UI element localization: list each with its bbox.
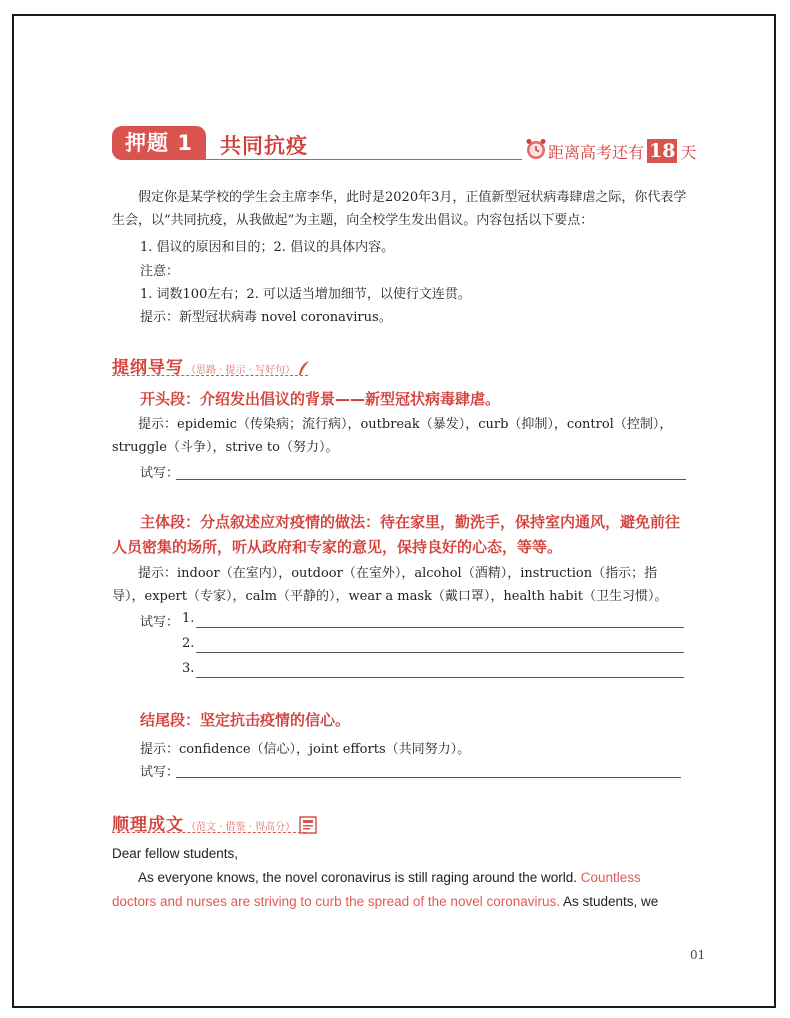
essay-paragraph-1 [112, 866, 688, 914]
essay-heading-title: 顺理成文 [112, 815, 184, 835]
outline-heading-title: 提纲导写 [112, 358, 184, 378]
outline-heading-underline [112, 375, 308, 376]
opening-write-label: 试写： [140, 466, 180, 481]
essay-p1-highlight: Countless doctors and nurses are striving to curb the spread of the novel coronavirus. [112, 870, 641, 909]
essay-heading-underline [112, 832, 306, 833]
countdown-suffix: 天 [680, 142, 697, 162]
page-title: 共同抗疫 [220, 134, 308, 158]
essay-p1-start: As everyone knows, the novel coronavirus is still raging around the world. [138, 870, 581, 885]
body-title: 主体段：分点叙述应对疫情的做法：待在家里，勤洗手，保持室内通风，避免前往人员密集的场所，听从政府和专家的意见，保持良好的心态，等等。 [112, 513, 681, 556]
ending-write-line[interactable] [176, 777, 681, 778]
essay-p1-end: As students, we [560, 894, 659, 909]
ending-write-label: 试写： [140, 765, 180, 780]
body-write-number-2: 2. [182, 636, 195, 651]
page-number: 01 [690, 948, 706, 962]
body-write-number-1: 1. [182, 611, 195, 626]
opening-title: 开头段：介绍发出倡议的背景——新型冠状病毒肆虐。 [140, 390, 501, 408]
opening-hint: 提示：epidemic（传染病；流行病），outbreak（暴发），curb（抑制），control（控制），struggle（斗争），strive to（努力）。 [112, 417, 673, 455]
prompt-points: 1. 倡议的原因和目的；2. 倡议的具体内容。 [140, 240, 395, 255]
quill-icon [297, 360, 311, 376]
body-write-label: 试写： [140, 615, 180, 630]
body-write-number-3: 3. [182, 661, 195, 676]
essay-greeting: Dear fellow students, [112, 846, 239, 861]
alarm-clock-icon [524, 137, 548, 161]
title-underline [206, 159, 522, 160]
prompt-intro: 假定你是某学校的学生会主席李华，此时是2020年3月，正值新型冠状病毒肆虐之际，你代表学生会，以“共同抗疫，从我做起”为主题，向全校学生发出倡议。内容包括以下要点： [112, 190, 687, 228]
prompt-hint: 提示：新型冠状病毒 novel coronavirus。 [140, 310, 392, 325]
body-write-line-1[interactable] [196, 627, 684, 628]
topic-badge: 押题 1 [112, 126, 206, 160]
essay-heading-sub: （范文 · 借鉴 · 得高分） [186, 822, 296, 833]
exam-countdown [548, 139, 696, 163]
ending-title: 结尾段：坚定抗击疫情的信心。 [140, 711, 351, 729]
body-write-line-3[interactable] [196, 677, 684, 678]
prompt-note-label: 注意： [140, 264, 180, 279]
countdown-prefix: 距离高考还有 [548, 142, 645, 162]
ending-hint: 提示：confidence（信心），joint efforts（共同努力）。 [140, 742, 471, 757]
countdown-days: 18 [649, 140, 676, 162]
body-hint: 提示：indoor（在室内），outdoor（在室外），alcohol（酒精），instruction（指示；指导），expert（专家），calm（平静的），wear a mask（戴口罩），health habit（卫生习惯）。 [112, 566, 668, 604]
prompt-note: 1. 词数100左右；2. 可以适当增加细节，以使行文连贯。 [140, 287, 471, 302]
outline-heading-sub: （思路 · 提示 · 写好句） [186, 365, 296, 376]
opening-write-line[interactable] [176, 479, 686, 480]
body-write-line-2[interactable] [196, 652, 684, 653]
